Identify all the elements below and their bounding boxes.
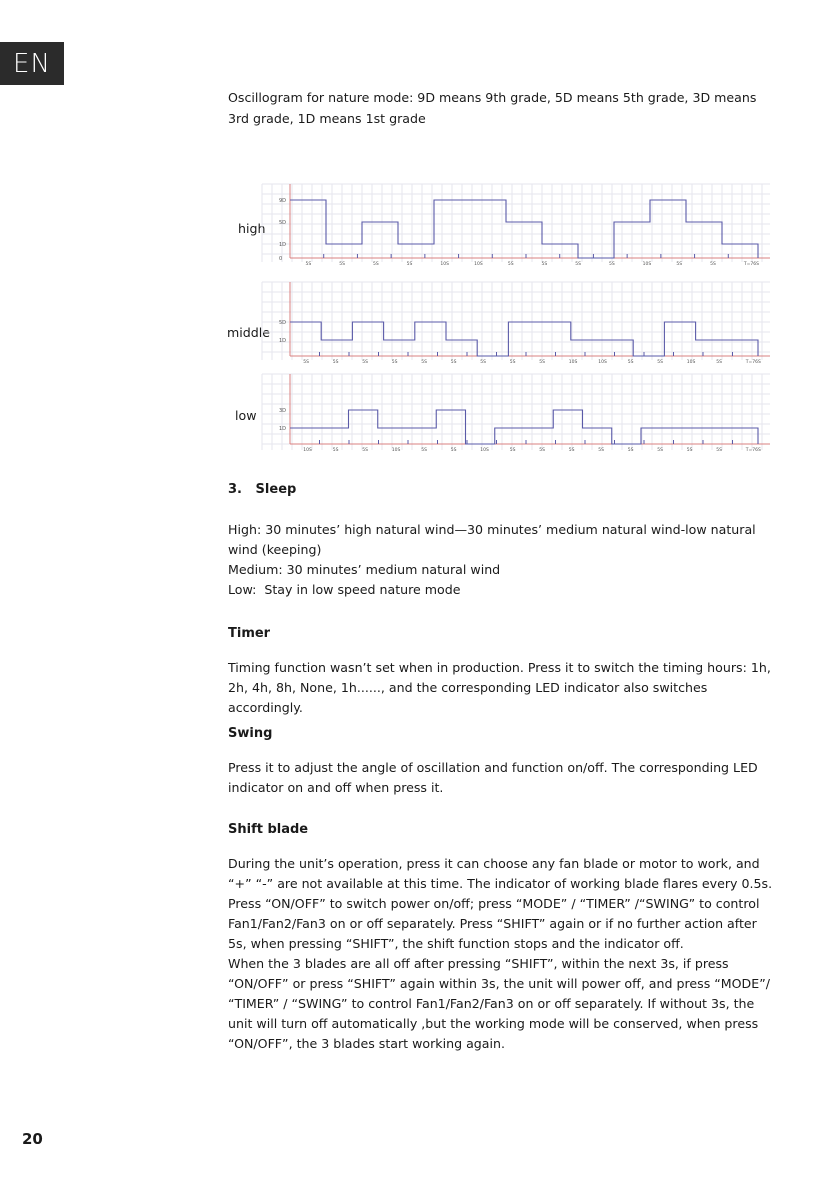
y-tick-label: 1D <box>279 426 287 432</box>
chart-row-label-high: high <box>238 221 266 236</box>
x-tick-label: 5S <box>421 448 427 453</box>
language-tab: EN <box>0 42 64 85</box>
x-tick-label: 5S <box>362 448 368 453</box>
oscillogram-chart <box>226 182 774 458</box>
x-tick-label: 10S <box>440 262 449 267</box>
x-tick-label: 5S <box>686 448 693 453</box>
x-tick-label: 5S <box>710 262 716 267</box>
sleep-heading: 3. Sleep <box>228 482 297 497</box>
x-tick-label: 5S <box>598 448 604 453</box>
timer-section <box>228 624 776 718</box>
y-tick-label: 1D <box>279 338 287 344</box>
x-tick-label: 5S <box>339 262 345 267</box>
waveform-line <box>290 322 758 356</box>
sleep-high-text: High: 30 minutes’ high natural wind—30 minutes’ medium natural wind-low natural wind (keeping) <box>228 522 756 557</box>
chart-row-label-middle: middle <box>227 325 271 340</box>
swing-heading: Swing <box>228 726 273 741</box>
x-tick-label: 5S <box>305 262 312 267</box>
shift-blade-heading: Shift blade <box>228 822 309 837</box>
sleep-medium-text: Medium: 30 minutes’ medium natural wind <box>228 562 501 577</box>
sleep-section <box>228 480 776 600</box>
x-tick-label: 5S <box>303 360 309 365</box>
x-tick-label: 5S <box>657 360 663 365</box>
intro-text: Oscillogram for nature mode: 9D means 9th grade, 5D means 5th grade, 3D means 3rd grade, 1D means 1st grade <box>228 90 757 126</box>
x-tick-label: 10S <box>568 360 578 365</box>
x-tick-label: 5S <box>716 360 722 365</box>
x-tick-label: 5S <box>539 448 545 453</box>
x-tick-label: 5S <box>450 448 457 453</box>
x-tick-label: 10S <box>686 360 696 365</box>
x-tick-label: 5S <box>541 262 548 267</box>
x-tick-label: T=76S <box>743 262 759 267</box>
shift-blade-text-2: When the 3 blades are all off after pressing “SHIFT”, within the next 3s, if press “ON/OFF” or press “SHIFT” again within 3s, the unit will power off, and press “MODE”/ “TIMER” / “SWING” to control Fan1/Fan2/Fan3 on or off separately. If without 3s, the unit will turn off automatically ,but the working mode will be conserved, when press “ON/OFF”, the 3 blades start working again. <box>228 956 770 1051</box>
timer-heading: Timer <box>228 626 271 641</box>
x-tick-label: 10S <box>474 262 483 267</box>
x-tick-label: 5S <box>539 360 545 365</box>
x-tick-label: T=76S <box>745 448 761 453</box>
waveform-line <box>290 410 758 444</box>
x-tick-label: 5S <box>676 262 683 267</box>
x-tick-label: 5S <box>657 448 663 453</box>
page-number: 20 <box>22 1130 43 1148</box>
x-tick-label: 5S <box>480 360 486 365</box>
waveform-line <box>290 200 758 258</box>
x-tick-label: 5S <box>608 262 615 267</box>
x-tick-label: 5S <box>509 448 516 453</box>
x-tick-label: 5S <box>450 360 457 365</box>
y-tick-label: 9D <box>279 198 287 204</box>
timer-text: Timing function wasn’t set when in production. Press it to switch the timing hours: 1h, 2h, 4h, 8h, None, 1h......, and the corresponding LED indicator also switches accordingly. <box>228 660 771 715</box>
x-tick-label: 5S <box>391 360 398 365</box>
x-tick-label: 5S <box>509 360 516 365</box>
x-tick-label: 10S <box>391 448 401 453</box>
y-tick-label: 0 <box>279 256 283 262</box>
x-tick-label: 5S <box>421 360 427 365</box>
x-tick-label: T=76S <box>745 360 761 365</box>
x-tick-label: 5S <box>332 360 339 365</box>
x-tick-label: 5S <box>627 448 634 453</box>
swing-section <box>228 724 776 798</box>
x-tick-label: 5S <box>406 262 413 267</box>
x-tick-label: 5S <box>568 448 575 453</box>
x-tick-label: 5S <box>372 262 379 267</box>
x-tick-label: 10S <box>642 262 652 267</box>
x-tick-label: 5S <box>362 360 368 365</box>
shift-blade-section <box>228 820 776 1054</box>
y-tick-label: 5D <box>279 220 287 226</box>
sleep-low-text: Low: Stay in low speed nature mode <box>228 582 461 597</box>
x-tick-label: 10S <box>598 360 607 365</box>
x-tick-label: 10S <box>303 448 312 453</box>
y-tick-label: 3D <box>279 408 287 414</box>
chart-row-label-low: low <box>235 408 257 423</box>
y-tick-label: 1D <box>279 242 287 248</box>
y-tick-label: 5D <box>279 320 287 326</box>
oscillogram-svg <box>226 182 774 458</box>
x-tick-label: 10S <box>480 448 489 453</box>
x-tick-label: 5S <box>507 262 514 267</box>
x-tick-label: 5S <box>575 262 581 267</box>
x-tick-label: 5S <box>627 360 634 365</box>
shift-blade-text-1: During the unit’s operation, press it can choose any fan blade or motor to work, and “+” “-” are not available at this time. The indicator of working blade flares every 0.5s. Press “ON/OFF” to switch power on/off; press “MODE” / “TIMER” /“SWING” to control Fan1/Fan2/Fan3 on or off separately. Press “SHIFT” again or if no further action after 5s, when pressing “SHIFT”, the shift function stops and the indicator off. <box>228 856 773 951</box>
x-tick-label: 5S <box>332 448 339 453</box>
swing-text: Press it to adjust the angle of oscillation and function on/off. The corresponding LED indicator on and off when press it. <box>228 760 758 795</box>
x-tick-label: 5S <box>716 448 722 453</box>
